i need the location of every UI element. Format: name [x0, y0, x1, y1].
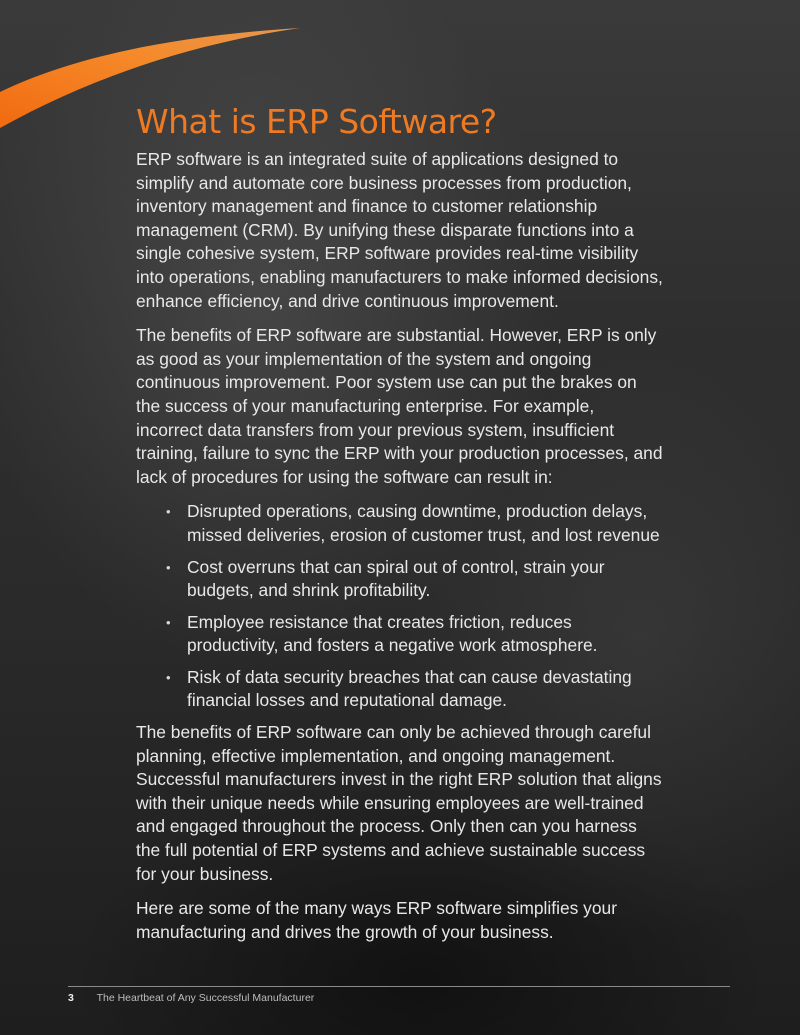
main-content [136, 100, 664, 955]
page-title: What is ERP Software? [136, 102, 497, 141]
bullet-icon: • [166, 504, 171, 520]
benefits-paragraph: The benefits of ERP software are substantial. However, ERP is only as good as your implementation of the system and ongoing continuous improvement. Poor system use can put the brakes on the success of your manufacturing enterprise. For example, incorrect data transfers from your previous system, insufficient training, failure to sync the ERP with your production processes, and lack of procedures for using the software can result in: [136, 325, 663, 487]
list-item-text: Cost overruns that can spiral out of control, strain your budgets, and shrink profitability. [187, 556, 605, 601]
bullet-icon: • [166, 559, 171, 575]
list-item [136, 500, 664, 547]
footer-title: The Heartbeat of Any Successful Manufacturer [96, 992, 315, 1004]
list-item [136, 611, 664, 658]
bullet-icon: • [166, 614, 171, 630]
page-footer [68, 992, 314, 1004]
footer-divider [68, 986, 730, 987]
list-item [136, 556, 664, 603]
list-item [136, 666, 664, 713]
bullet-icon: • [166, 669, 171, 685]
list-item-text: Employee resistance that creates friction, reduces productivity, and fosters a negative work atmosphere. [187, 611, 598, 656]
transition-paragraph: Here are some of the many ways ERP software simplifies your manufacturing and drives the growth of your business. [136, 898, 618, 942]
list-item-text: Disrupted operations, causing downtime, production delays, missed deliveries, erosion of customer trust, and lost revenue [187, 501, 660, 545]
closing-paragraph: The benefits of ERP software can only be achieved through careful planning, effective implementation, and ongoing management. Successful manufacturers invest in the right ERP solution that aligns with their unique needs while ensuring employees are well-trained and engaged throughout the process. Only then can you harness the full potential of ERP systems and achieve sustainable success for your business. [136, 722, 662, 884]
risk-bullet-list [136, 500, 664, 713]
page-number: 3 [68, 992, 74, 1004]
intro-paragraph: ERP software is an integrated suite of applications designed to simplify and automate core business processes from production, inventory management and finance to customer relationship management (CRM). By unifying these disparate functions into a single cohesive system, ERP software provides real-time visibility into operations, enabling manufacturers to make informed decisions, enhance efficiency, and drive continuous improvement. [136, 149, 663, 311]
list-item-text: Risk of data security breaches that can cause devastating financial losses and reputational damage. [187, 666, 632, 711]
